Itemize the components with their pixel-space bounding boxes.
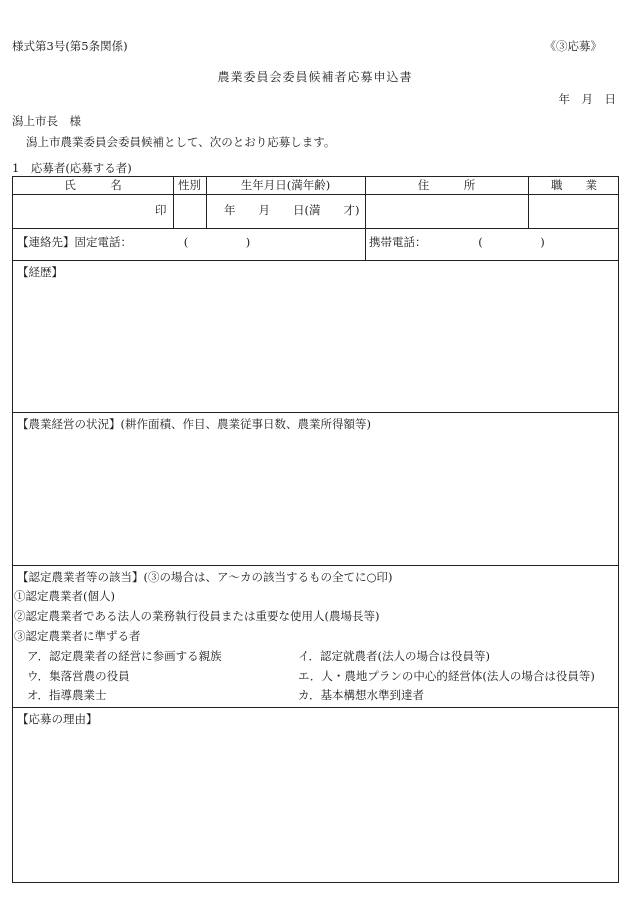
seal-mark: 印 [155,203,167,217]
form-number: 様式第3号(第5条関係) [12,39,128,53]
certified-divider [13,707,618,708]
document-title: 農業委員会委員候補者応募申込書 [217,70,413,84]
reason-label: 【応募の理由】 [17,712,98,726]
certified-sub-a[interactable]: ア．認定農業者の経営に参画する親族 [27,649,222,663]
certified-sub-u[interactable]: ウ．集落営農の役員 [27,669,130,683]
career-input-area[interactable] [13,282,618,410]
contact-row-divider [13,260,618,261]
name-input-cell[interactable] [13,195,173,228]
farm-status-divider [13,565,618,566]
birth-date-field: 年 月 日(満 才) [224,203,360,217]
certified-sub-ka[interactable]: カ．基本構想水準到達者 [298,688,425,702]
sex-input-cell[interactable] [173,195,206,228]
farm-status-label: 【農業経営の状況】(耕作面積、作目、農業従事日数、農業所得額等) [17,417,371,431]
form-tag: 《③応募》 [544,39,602,53]
reason-input-area[interactable] [13,730,618,880]
certified-heading: 【認定農業者等の該当】(③の場合は、ア～カの該当するもの全てに○印) [17,570,393,584]
applicant-row-divider [13,228,618,229]
certified-sub-o[interactable]: オ．指導農業士 [27,688,107,702]
occupation-input-cell[interactable] [528,195,620,228]
col-header-sex: 性別 [178,178,201,192]
certified-item-2[interactable]: ②認定農業者である法人の業務執行役員または重要な使用人(農場長等) [14,609,380,623]
section-heading: 1 応募者(応募する者) [12,161,132,175]
application-form-table [12,176,619,883]
address-input-cell[interactable] [365,195,528,228]
career-label: 【経歴】 [17,265,63,279]
addressee: 潟上市長 様 [12,114,81,128]
mobile-phone-field[interactable]: 携帯電話： ( ) [369,235,545,249]
date-field[interactable]: 年 月 日 [558,92,616,106]
landline-phone-field[interactable]: 【連絡先】固定電話： ( ) [17,235,251,249]
career-divider [13,412,618,413]
intro-text: 潟上市農業委員会委員候補として、次のとおり応募します。 [26,135,336,149]
certified-item-1[interactable]: ①認定農業者(個人) [14,589,115,603]
certified-sub-e[interactable]: エ．人・農地プランの中心的経営体(法人の場合は役員等) [298,669,595,683]
farm-status-input-area[interactable] [13,435,618,563]
certified-sub-i[interactable]: イ．認定就農者(法人の場合は役員等) [298,649,490,663]
col-header-name: 氏 名 [64,178,122,192]
certified-item-3[interactable]: ③認定農業者に準ずる者 [14,629,141,643]
col-header-address: 住 所 [417,178,476,192]
col-header-birth: 生年月日(満年齢) [240,178,331,192]
col-header-occupation: 職 業 [551,178,597,192]
